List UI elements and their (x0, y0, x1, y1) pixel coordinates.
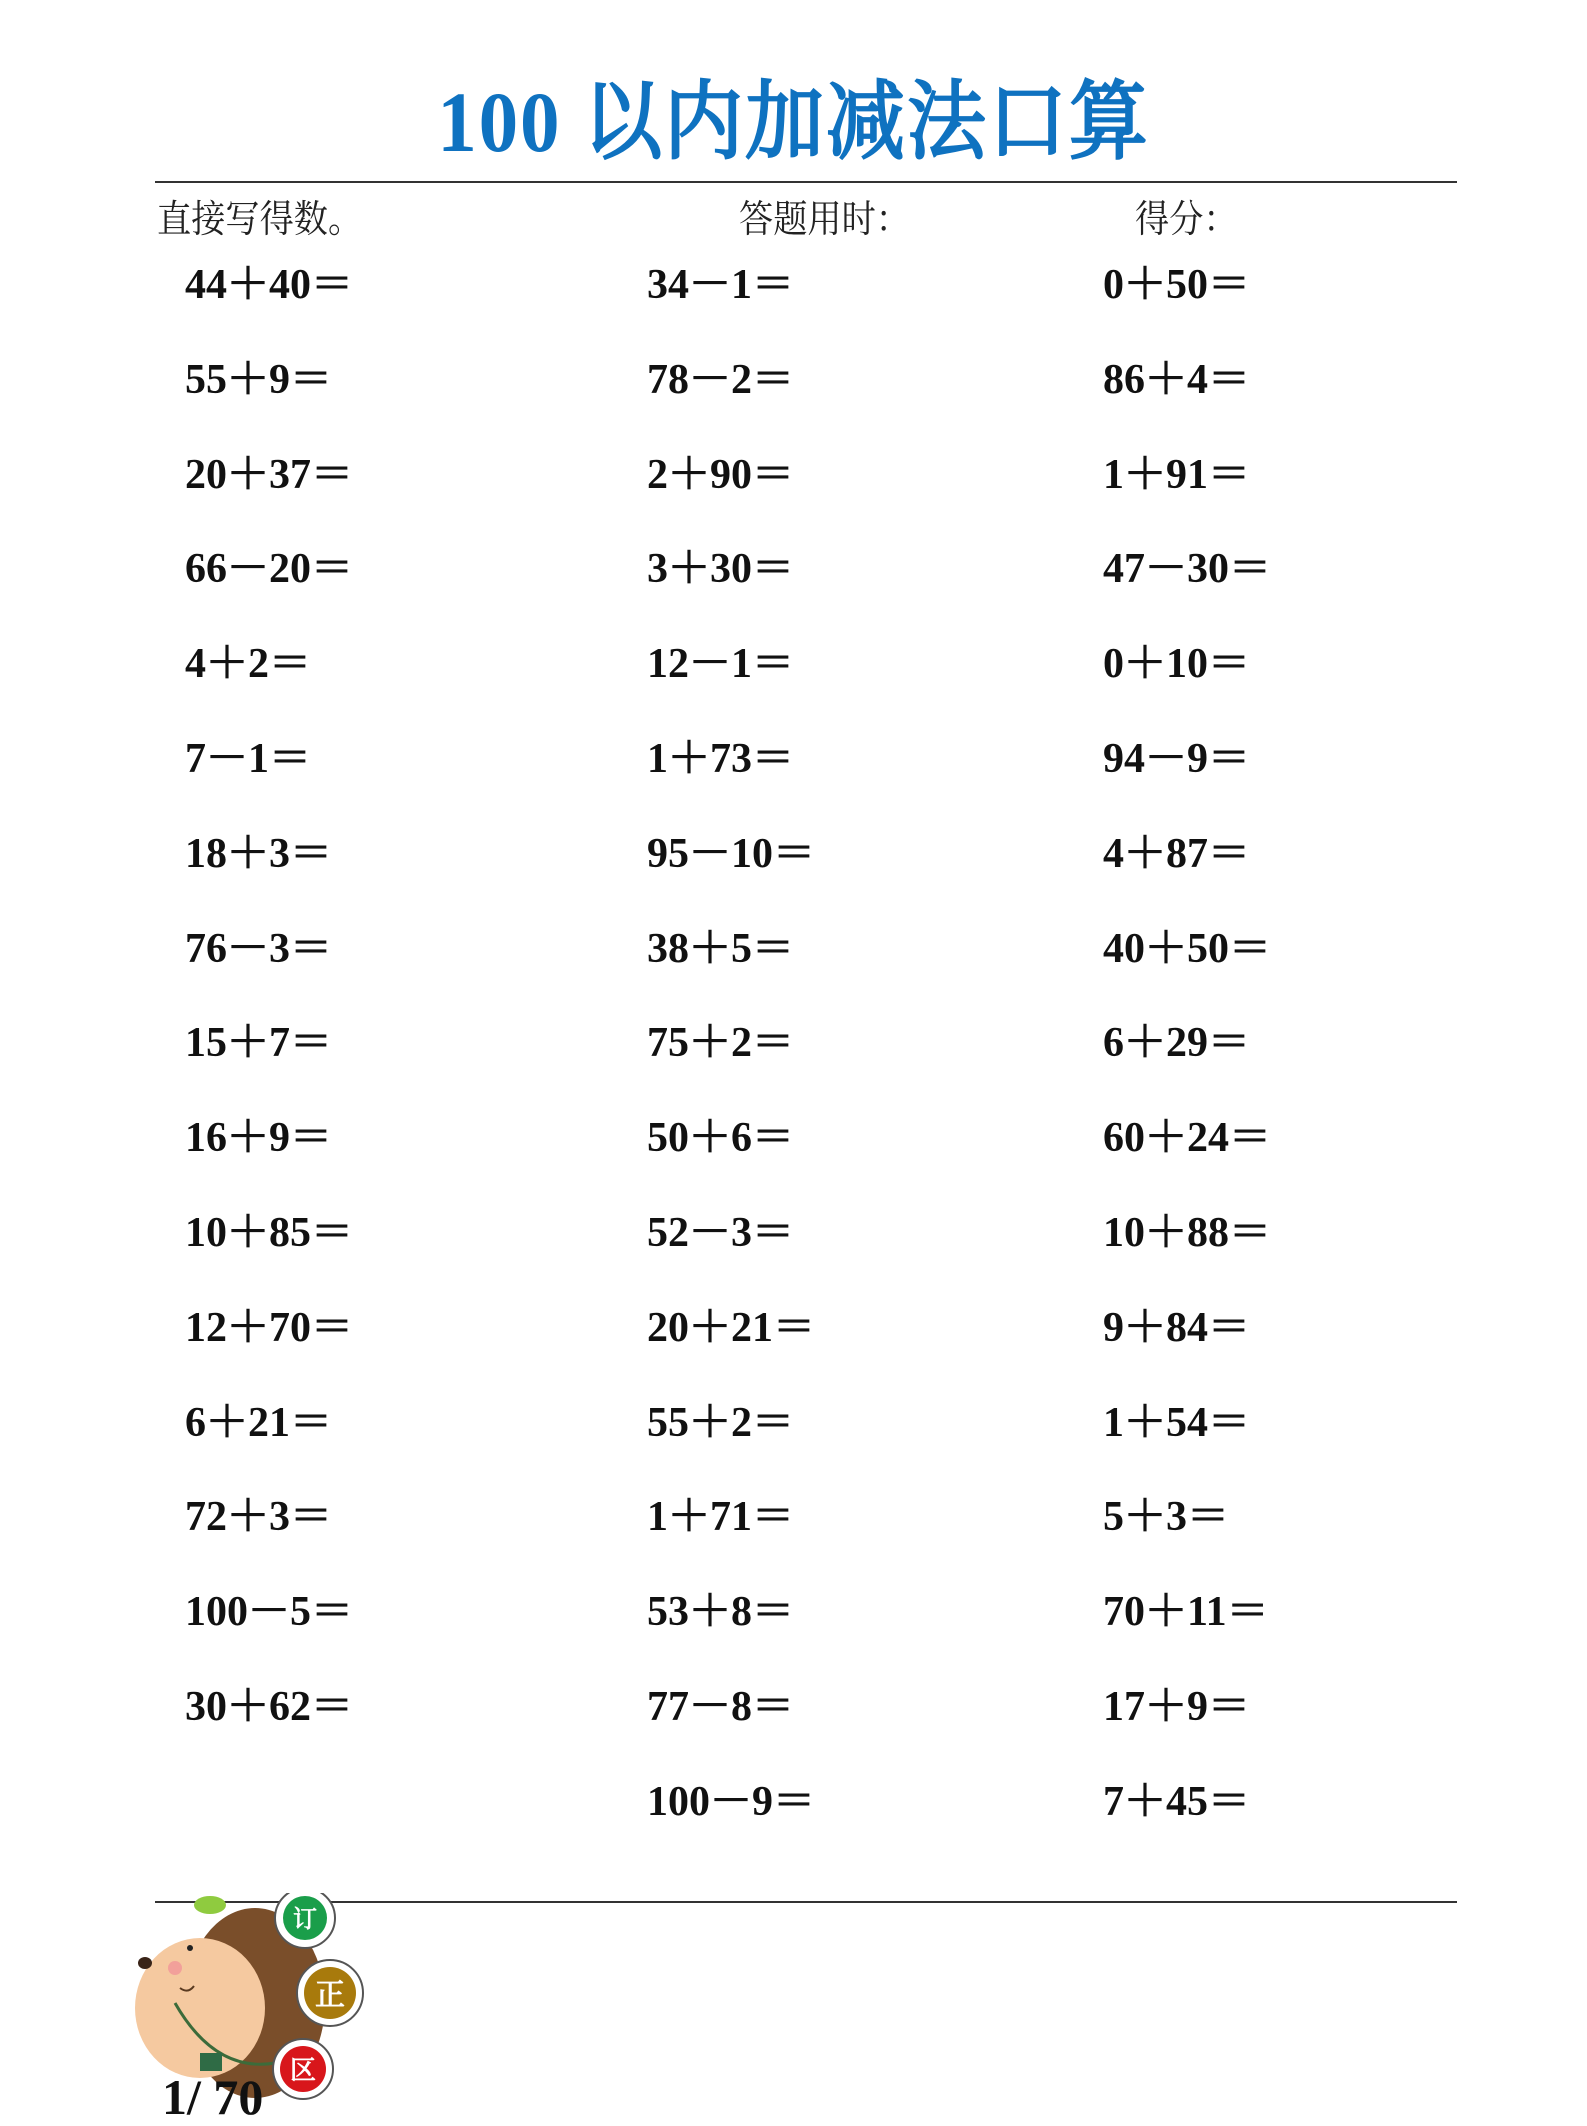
math-problem: 3＋30＝ (647, 546, 795, 593)
math-problem: 38＋5＝ (647, 925, 795, 972)
math-problem: 12＋70＝ (185, 1304, 354, 1351)
math-problem: 9＋84＝ (1103, 1304, 1251, 1351)
problem-column-3 (1103, 257, 1271, 1869)
math-problem: 34－1＝ (647, 262, 795, 308)
math-problem: 6＋21＝ (185, 1399, 333, 1446)
math-problem: 17＋9＝ (1103, 1683, 1251, 1730)
math-problem: 1＋73＝ (647, 735, 795, 782)
math-problem: 0＋50＝ (1103, 262, 1251, 308)
math-problem: 1＋91＝ (1103, 451, 1251, 498)
math-problem: 4＋87＝ (1103, 830, 1251, 877)
math-problem: 95－10＝ (647, 830, 816, 877)
math-problem: 52－3＝ (647, 1209, 795, 1256)
math-problem: 55＋9＝ (185, 356, 333, 403)
problem-column-2 (647, 257, 815, 1869)
math-problem: 7＋45＝ (1103, 1778, 1251, 1825)
page-title: 100 以内加减法口算 (437, 74, 1150, 170)
math-problem: 44＋40＝ (185, 262, 354, 308)
math-problem: 2＋90＝ (647, 451, 795, 498)
math-problem: 77－8＝ (647, 1683, 795, 1730)
math-problem: 86＋4＝ (1103, 356, 1251, 403)
math-problem: 60＋24＝ (1103, 1115, 1272, 1162)
math-problem: 47－30＝ (1103, 546, 1272, 593)
math-problem: 20＋37＝ (185, 451, 354, 498)
time-label: 答题用时： (739, 197, 911, 241)
math-problem: 10＋85＝ (185, 1209, 354, 1256)
math-problem: 40＋50＝ (1103, 925, 1272, 972)
math-problem: 5＋3＝ (1103, 1494, 1230, 1541)
math-problem: 75＋2＝ (647, 1020, 795, 1067)
math-problem: 7－1＝ (185, 735, 312, 782)
math-problem: 6＋29＝ (1103, 1020, 1251, 1067)
math-problem: 72＋3＝ (185, 1494, 333, 1541)
correction-badge-ding (275, 1893, 335, 1948)
math-problem: 12－1＝ (647, 641, 795, 688)
math-problem: 55＋2＝ (647, 1399, 795, 1446)
svg-text:区: 区 (289, 2056, 317, 2086)
problem-column-1 (185, 257, 353, 1774)
math-problem: 100－5＝ (185, 1589, 354, 1636)
math-problem: 100－9＝ (647, 1778, 816, 1825)
math-problem: 1＋71＝ (647, 1494, 795, 1541)
math-problem: 1＋54＝ (1103, 1399, 1251, 1446)
math-problem: 10＋88＝ (1103, 1209, 1272, 1256)
math-problem: 4＋2＝ (185, 641, 312, 688)
correction-badge-qu (273, 2039, 333, 2099)
math-problem: 78－2＝ (647, 356, 795, 403)
math-problem: 70＋11＝ (1103, 1589, 1269, 1636)
page-number: 1/ 70 (162, 2069, 264, 2125)
math-problem: 16＋9＝ (185, 1115, 333, 1162)
instruction-label: 直接写得数。 (157, 197, 363, 241)
math-problem: 50＋6＝ (647, 1115, 795, 1162)
math-problem: 20＋21＝ (647, 1304, 816, 1351)
math-problem: 76－3＝ (185, 925, 333, 972)
math-problem: 18＋3＝ (185, 830, 333, 877)
correction-badge-zheng (297, 1960, 363, 2026)
math-problem: 66－20＝ (185, 546, 354, 593)
svg-text:正: 正 (315, 1978, 345, 2013)
math-problem: 94－9＝ (1103, 735, 1251, 782)
math-problem: 30＋62＝ (185, 1683, 354, 1730)
score-label: 得分： (1135, 197, 1238, 241)
math-problem: 0＋10＝ (1103, 641, 1251, 688)
svg-text:订: 订 (293, 1905, 317, 1933)
top-divider (155, 181, 1457, 183)
math-problem: 15＋7＝ (185, 1020, 333, 1067)
math-problem: 53＋8＝ (647, 1589, 795, 1636)
